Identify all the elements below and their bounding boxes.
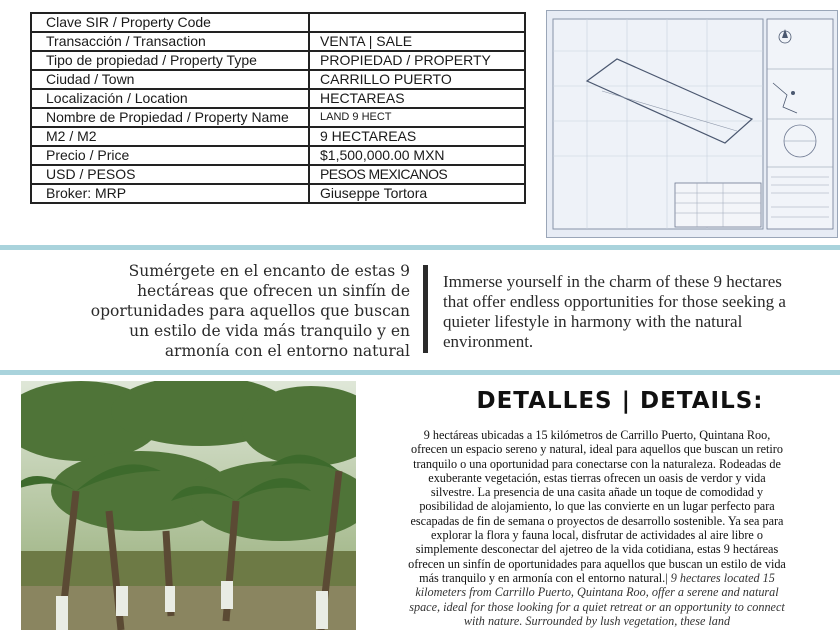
property-row	[31, 32, 525, 51]
property-value: PESOS MEXICANOS	[309, 165, 525, 184]
palm-grove-illustration	[21, 381, 356, 630]
property-label: Broker: MRP	[31, 184, 309, 203]
property-label: Precio / Price	[31, 146, 309, 165]
property-label: Ciudad / Town	[31, 70, 309, 89]
details-body-en: 9 hectares located 15 kilometers from Carrillo Puerto, Quintana Roo, offer a serene and natural space, ideal for those looking for a quiet retreat or an opportunity to connect with nature. Surrounded by lush vegetation, these land	[409, 570, 785, 628]
property-value: 9 HECTAREAS	[309, 127, 525, 146]
property-row	[31, 184, 525, 203]
property-label: USD / PESOS	[31, 165, 309, 184]
property-photo	[21, 381, 356, 630]
property-row	[31, 165, 525, 184]
quote-spanish: Sumérgete en el encanto de estas 9 hectáreas que ofrecen un sinfín de oportunidades para aquellos que buscan un estilo de vida más tranquilo y en armonía con el entorno natural	[90, 262, 410, 360]
property-row	[31, 13, 525, 32]
property-label: Clave SIR / Property Code	[31, 13, 309, 32]
details-body-es: 9 hectáreas ubicadas a 15 kilómetros de Carrillo Puerto, Quintana Roo, ofrecen un espacio sereno y natural, ideal para aquellos que buscan un retiro tranquilo o una oportunidad para conectarse con la naturaleza. Rodeadas de exuberante vegetación, estas tierras ofrecen un oasis de verdor y vida silvestre. La presencia de una casita añade un toque de comodidad y posibilidad de alojamiento, lo que las convierte en un lugar perfecto para escapadas de fin de semana o proyectos de desarrollo sostenible. Ya sea para explorar la flora y fauna local, disfrutar de actividades al aire libre o simplemente desconectar del ajetreo de la vida cotidiana, estas 9 hectáreas ofrecen un sinfín de oportunidades para aquellos que buscan un estilo de vida más tranquilo y en armonía con el entorno natural.	[408, 428, 786, 585]
property-table	[30, 12, 526, 204]
property-label: Localización / Location	[31, 89, 309, 108]
property-row	[31, 51, 525, 70]
property-value: $1,500,000.00 MXN	[309, 146, 525, 165]
property-label: Tipo de propiedad / Property Type	[31, 51, 309, 70]
plan-blueprint	[547, 11, 837, 237]
property-row	[31, 127, 525, 146]
property-label: M2 / M2	[31, 127, 309, 146]
divider-band-top	[0, 245, 840, 250]
quote-divider	[423, 265, 428, 353]
property-value	[309, 13, 525, 32]
property-value: Giuseppe Tortora	[309, 184, 525, 203]
property-label: Transacción / Transaction	[31, 32, 309, 51]
details-title: DETALLES | DETAILS:	[476, 388, 764, 414]
property-row	[31, 146, 525, 165]
divider-band-bottom	[0, 370, 840, 375]
property-value: LAND 9 HECT	[309, 108, 525, 127]
property-row	[31, 89, 525, 108]
property-label: Nombre de Propiedad / Property Name	[31, 108, 309, 127]
details-separator: |	[665, 570, 668, 585]
property-value: HECTAREAS	[309, 89, 525, 108]
site-plan-drawing	[546, 10, 838, 238]
property-row	[31, 70, 525, 89]
property-value: PROPIEDAD / PROPERTY	[309, 51, 525, 70]
quote-english: Immerse yourself in the charm of these 9 hectares that offer endless opportunities for those seeking a quieter lifestyle in harmony with the natural environment.	[443, 272, 786, 351]
property-value: VENTA | SALE	[309, 32, 525, 51]
property-row	[31, 108, 525, 127]
property-value: CARRILLO PUERTO	[309, 70, 525, 89]
details-body	[408, 428, 786, 630]
